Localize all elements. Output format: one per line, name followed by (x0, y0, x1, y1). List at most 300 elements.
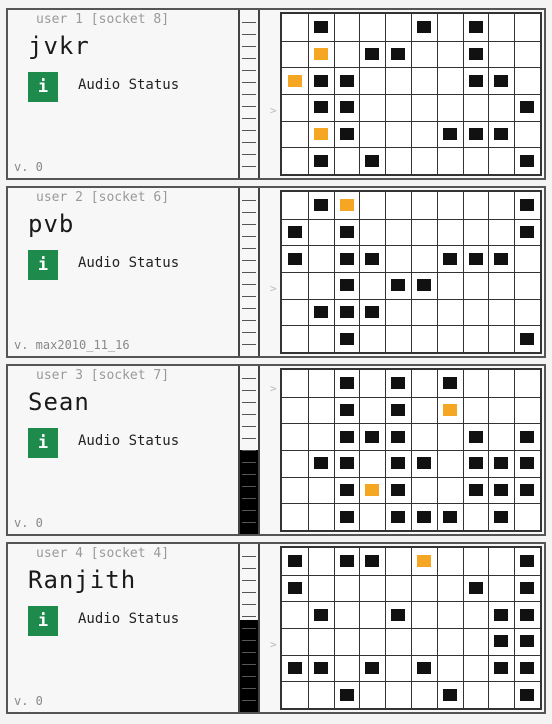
step-cell[interactable] (391, 21, 405, 33)
step-cell-on[interactable] (340, 555, 354, 567)
user-panel (6, 8, 546, 180)
meter-tick (242, 438, 256, 439)
step-cell[interactable] (443, 48, 457, 60)
step-cell[interactable] (469, 635, 483, 647)
meter-tick (242, 200, 256, 201)
step-cell[interactable] (443, 662, 457, 674)
step-cell[interactable] (391, 101, 405, 113)
step-cell[interactable] (365, 457, 379, 469)
step-cell-on[interactable] (340, 689, 354, 701)
step-cell[interactable] (494, 21, 508, 33)
step-cell-on[interactable] (340, 128, 354, 140)
step-cell[interactable] (288, 377, 302, 389)
step-cell-active[interactable] (365, 484, 379, 496)
step-cell[interactable] (417, 48, 431, 60)
step-cell[interactable] (520, 21, 534, 33)
step-cell[interactable] (391, 155, 405, 167)
step-cell-on[interactable] (391, 431, 405, 443)
step-cell[interactable] (494, 431, 508, 443)
step-cell[interactable] (443, 333, 457, 345)
step-cell-on[interactable] (365, 306, 379, 318)
step-cell-on[interactable] (340, 226, 354, 238)
step-cell-on[interactable] (520, 155, 534, 167)
step-cell-on[interactable] (443, 689, 457, 701)
step-cell[interactable] (469, 226, 483, 238)
meter-tick (242, 248, 256, 249)
grid-row-line (282, 655, 540, 656)
step-cell-on[interactable] (520, 431, 534, 443)
step-cell-on[interactable] (288, 253, 302, 265)
step-cell[interactable] (520, 75, 534, 87)
step-cell[interactable] (469, 155, 483, 167)
step-cell-on[interactable] (469, 582, 483, 594)
step-cell-on[interactable] (365, 555, 379, 567)
step-cell-on[interactable] (417, 279, 431, 291)
step-cell-on[interactable] (443, 511, 457, 523)
step-cell[interactable] (391, 582, 405, 594)
step-cell[interactable] (391, 689, 405, 701)
step-cell[interactable] (314, 635, 328, 647)
step-cell[interactable] (314, 404, 328, 416)
step-cell[interactable] (288, 609, 302, 621)
step-cell[interactable] (391, 333, 405, 345)
step-cell[interactable] (288, 155, 302, 167)
step-cell[interactable] (365, 199, 379, 211)
step-cell-on[interactable] (469, 457, 483, 469)
step-cell-on[interactable] (314, 662, 328, 674)
grid-row-line (282, 477, 540, 478)
step-cell[interactable] (391, 128, 405, 140)
step-cell-on[interactable] (340, 431, 354, 443)
meter-tick (242, 510, 256, 511)
meter-tick (242, 296, 256, 297)
grid-row-line (282, 397, 540, 398)
audio-status-icon[interactable]: i (28, 72, 58, 102)
step-cell[interactable] (520, 377, 534, 389)
step-cell[interactable] (443, 21, 457, 33)
step-cell[interactable] (365, 582, 379, 594)
step-cell[interactable] (340, 48, 354, 60)
step-cell-active[interactable] (417, 555, 431, 567)
step-cell-on[interactable] (365, 155, 379, 167)
step-cell-on[interactable] (314, 155, 328, 167)
step-cell-active[interactable] (443, 404, 457, 416)
step-cell-on[interactable] (494, 662, 508, 674)
step-cell[interactable] (288, 484, 302, 496)
step-cell-on[interactable] (391, 609, 405, 621)
step-cell[interactable] (469, 199, 483, 211)
step-cell[interactable] (469, 101, 483, 113)
step-cell-active[interactable] (340, 199, 354, 211)
audio-status-label: Audio Status (78, 77, 180, 93)
step-cell-on[interactable] (314, 609, 328, 621)
meter-tick (242, 462, 256, 463)
step-cell-on[interactable] (391, 48, 405, 60)
step-cell[interactable] (391, 75, 405, 87)
user-socket-label: user 2 [socket 6] (36, 190, 170, 205)
step-cell[interactable] (340, 21, 354, 33)
step-cell-on[interactable] (391, 511, 405, 523)
step-cell-on[interactable] (340, 484, 354, 496)
step-cell-on[interactable] (520, 484, 534, 496)
step-cell[interactable] (288, 306, 302, 318)
step-cell[interactable] (314, 253, 328, 265)
step-cell[interactable] (288, 279, 302, 291)
step-cell[interactable] (494, 377, 508, 389)
step-cell-on[interactable] (288, 662, 302, 674)
audio-status-label: Audio Status (78, 255, 180, 271)
step-cell[interactable] (494, 404, 508, 416)
user-panel (6, 186, 546, 358)
step-cell[interactable] (288, 635, 302, 647)
grid-row-line (282, 575, 540, 576)
user-name: Sean (28, 388, 90, 416)
step-cell[interactable] (494, 333, 508, 345)
step-cell-on[interactable] (391, 377, 405, 389)
step-cell-on[interactable] (365, 662, 379, 674)
step-cell[interactable] (391, 662, 405, 674)
step-cell-on[interactable] (469, 48, 483, 60)
step-cell[interactable] (288, 101, 302, 113)
step-cell[interactable] (365, 333, 379, 345)
step-cell-on[interactable] (520, 689, 534, 701)
step-cell[interactable] (443, 199, 457, 211)
meter-tick (242, 486, 256, 487)
step-cell-on[interactable] (314, 21, 328, 33)
step-cell[interactable] (288, 48, 302, 60)
step-cell[interactable] (365, 75, 379, 87)
meter-tick (242, 130, 256, 131)
step-cell-on[interactable] (340, 457, 354, 469)
audio-status-icon[interactable]: i (28, 428, 58, 458)
step-cell[interactable] (469, 306, 483, 318)
step-cell[interactable] (314, 431, 328, 443)
grid-row-line (282, 325, 540, 326)
step-cell[interactable] (288, 199, 302, 211)
meter-tick (242, 664, 256, 665)
step-cell-on[interactable] (494, 128, 508, 140)
step-cell[interactable] (288, 689, 302, 701)
step-cell[interactable] (443, 582, 457, 594)
user-name: jvkr (28, 32, 90, 60)
step-cell-on[interactable] (314, 306, 328, 318)
step-cell-on[interactable] (520, 635, 534, 647)
step-cell[interactable] (288, 457, 302, 469)
step-cell[interactable] (443, 635, 457, 647)
step-cell[interactable] (417, 226, 431, 238)
step-cell-on[interactable] (340, 101, 354, 113)
step-cell[interactable] (365, 128, 379, 140)
step-cell-on[interactable] (494, 75, 508, 87)
step-cell[interactable] (340, 582, 354, 594)
step-cell-on[interactable] (340, 253, 354, 265)
step-cell[interactable] (365, 377, 379, 389)
grid-row-line (282, 245, 540, 246)
step-cell[interactable] (417, 75, 431, 87)
step-cell-on[interactable] (340, 306, 354, 318)
audio-status-icon[interactable]: i (28, 606, 58, 636)
step-cell-on[interactable] (520, 662, 534, 674)
step-cell[interactable] (417, 635, 431, 647)
step-cell[interactable] (314, 377, 328, 389)
step-cell-on[interactable] (469, 75, 483, 87)
step-cell[interactable] (417, 333, 431, 345)
meter-tick (242, 166, 256, 167)
meter-tick (242, 616, 256, 617)
step-cell-on[interactable] (340, 333, 354, 345)
step-cell[interactable] (417, 155, 431, 167)
step-cell[interactable] (288, 333, 302, 345)
meter-tick (242, 142, 256, 143)
step-cell[interactable] (520, 48, 534, 60)
step-cell-on[interactable] (494, 609, 508, 621)
step-cell[interactable] (417, 484, 431, 496)
step-cell[interactable] (417, 199, 431, 211)
step-cell-on[interactable] (365, 431, 379, 443)
step-cell-on[interactable] (443, 128, 457, 140)
step-cell[interactable] (417, 431, 431, 443)
meter-tick (242, 106, 256, 107)
step-cell-on[interactable] (520, 609, 534, 621)
step-cell[interactable] (314, 484, 328, 496)
step-cell[interactable] (314, 226, 328, 238)
step-cell[interactable] (365, 101, 379, 113)
step-cell[interactable] (469, 404, 483, 416)
step-cell[interactable] (391, 253, 405, 265)
step-cell-on[interactable] (494, 635, 508, 647)
step-cell[interactable] (443, 484, 457, 496)
grid-row-line (282, 94, 540, 95)
step-cell[interactable] (469, 511, 483, 523)
step-grid (280, 368, 542, 532)
step-cell[interactable] (494, 306, 508, 318)
step-cell[interactable] (391, 306, 405, 318)
step-cell[interactable] (288, 431, 302, 443)
step-cell[interactable] (340, 155, 354, 167)
step-cell[interactable] (494, 155, 508, 167)
meter-tick (242, 402, 256, 403)
step-cell[interactable] (469, 609, 483, 621)
step-cell[interactable] (443, 226, 457, 238)
step-cell[interactable] (443, 279, 457, 291)
step-cell[interactable] (494, 689, 508, 701)
step-cell-on[interactable] (340, 377, 354, 389)
step-cell-on[interactable] (443, 253, 457, 265)
step-cell[interactable] (443, 306, 457, 318)
step-cell-on[interactable] (314, 101, 328, 113)
step-cell-on[interactable] (417, 21, 431, 33)
step-cell-active[interactable] (314, 128, 328, 140)
version-label: v. 0 (14, 694, 43, 708)
step-cell[interactable] (520, 404, 534, 416)
meter-tick (242, 70, 256, 71)
step-cell[interactable] (494, 199, 508, 211)
meter-tick (242, 568, 256, 569)
step-cell[interactable] (365, 511, 379, 523)
meter-tick (242, 688, 256, 689)
step-cell[interactable] (417, 306, 431, 318)
step-cell[interactable] (417, 689, 431, 701)
step-cell[interactable] (365, 404, 379, 416)
step-cell[interactable] (443, 555, 457, 567)
playhead-arrow-icon: > (270, 282, 277, 295)
step-cell[interactable] (314, 333, 328, 345)
step-cell[interactable] (469, 555, 483, 567)
step-cell[interactable] (520, 279, 534, 291)
step-cell[interactable] (443, 101, 457, 113)
step-cell[interactable] (469, 377, 483, 389)
step-cell[interactable] (288, 128, 302, 140)
step-cell[interactable] (494, 226, 508, 238)
step-cell[interactable] (443, 609, 457, 621)
step-cell-on[interactable] (288, 555, 302, 567)
step-cell[interactable] (288, 511, 302, 523)
step-cell-on[interactable] (340, 404, 354, 416)
step-cell[interactable] (365, 279, 379, 291)
step-cell[interactable] (314, 555, 328, 567)
step-cell[interactable] (365, 689, 379, 701)
step-cell[interactable] (469, 333, 483, 345)
step-cell-on[interactable] (314, 457, 328, 469)
step-cell[interactable] (417, 101, 431, 113)
step-cell[interactable] (391, 635, 405, 647)
step-cell-on[interactable] (417, 662, 431, 674)
step-cell[interactable] (391, 226, 405, 238)
step-cell-on[interactable] (288, 582, 302, 594)
step-cell-on[interactable] (391, 279, 405, 291)
meter-tick (242, 154, 256, 155)
step-cell-on[interactable] (520, 101, 534, 113)
step-cell-on[interactable] (314, 75, 328, 87)
step-cell[interactable] (417, 377, 431, 389)
step-cell-on[interactable] (469, 21, 483, 33)
step-cell-on[interactable] (520, 226, 534, 238)
step-cell[interactable] (340, 609, 354, 621)
grid-row-line (282, 147, 540, 148)
user-name: pvb (28, 210, 75, 238)
step-cell[interactable] (314, 279, 328, 291)
meter-tick (242, 652, 256, 653)
step-cell[interactable] (494, 48, 508, 60)
step-grid (280, 546, 542, 710)
step-cell[interactable] (520, 128, 534, 140)
step-cell[interactable] (288, 21, 302, 33)
step-cell-on[interactable] (340, 279, 354, 291)
step-cell[interactable] (520, 253, 534, 265)
step-cell[interactable] (469, 689, 483, 701)
playhead-arrow-icon: > (270, 104, 277, 117)
step-cell-on[interactable] (469, 128, 483, 140)
grid-row-line (282, 503, 540, 504)
grid-row-line (282, 41, 540, 42)
level-meter (240, 10, 260, 178)
step-cell[interactable] (417, 253, 431, 265)
audio-status-icon[interactable]: i (28, 250, 58, 280)
step-cell[interactable] (417, 582, 431, 594)
step-cell-on[interactable] (365, 253, 379, 265)
step-cell[interactable] (365, 635, 379, 647)
step-cell[interactable] (417, 128, 431, 140)
audio-status-label: Audio Status (78, 433, 180, 449)
step-cell-on[interactable] (443, 377, 457, 389)
step-cell[interactable] (520, 511, 534, 523)
grid-row-line (282, 450, 540, 451)
step-cell[interactable] (417, 609, 431, 621)
meter-tick (242, 272, 256, 273)
step-cell-on[interactable] (520, 582, 534, 594)
meter-tick (242, 344, 256, 345)
user-info (8, 10, 240, 178)
meter-tick (242, 604, 256, 605)
step-cell[interactable] (365, 609, 379, 621)
step-cell-active[interactable] (288, 75, 302, 87)
step-cell-on[interactable] (391, 404, 405, 416)
step-cell-on[interactable] (494, 511, 508, 523)
step-cell[interactable] (443, 75, 457, 87)
step-cell[interactable] (391, 555, 405, 567)
step-cell[interactable] (494, 279, 508, 291)
step-cell-on[interactable] (520, 457, 534, 469)
step-cell[interactable] (340, 662, 354, 674)
meter-tick (242, 414, 256, 415)
step-cell[interactable] (365, 21, 379, 33)
step-cell-on[interactable] (391, 457, 405, 469)
step-cell[interactable] (391, 199, 405, 211)
step-cell-on[interactable] (340, 75, 354, 87)
step-cell-on[interactable] (494, 484, 508, 496)
step-cell-on[interactable] (391, 484, 405, 496)
step-cell[interactable] (520, 306, 534, 318)
step-cell-on[interactable] (417, 457, 431, 469)
meter-tick (242, 580, 256, 581)
step-cell[interactable] (417, 404, 431, 416)
step-cell[interactable] (314, 689, 328, 701)
step-cell[interactable] (314, 582, 328, 594)
step-cell-active[interactable] (314, 48, 328, 60)
step-cell-on[interactable] (494, 457, 508, 469)
step-cell-on[interactable] (520, 199, 534, 211)
meter-tick (242, 94, 256, 95)
step-cell[interactable] (469, 279, 483, 291)
step-cell-on[interactable] (520, 555, 534, 567)
step-cell-on[interactable] (469, 253, 483, 265)
step-cell[interactable] (443, 457, 457, 469)
user-info (8, 366, 240, 534)
step-cell[interactable] (494, 101, 508, 113)
meter-tick (242, 82, 256, 83)
step-cell-on[interactable] (314, 199, 328, 211)
level-meter (240, 366, 260, 534)
step-cell-on[interactable] (494, 253, 508, 265)
step-cell[interactable] (365, 226, 379, 238)
step-cell-on[interactable] (520, 333, 534, 345)
step-cell[interactable] (494, 582, 508, 594)
step-cell-on[interactable] (417, 511, 431, 523)
step-cell[interactable] (469, 662, 483, 674)
level-meter-fill (240, 620, 258, 712)
step-cell-on[interactable] (469, 484, 483, 496)
step-cell[interactable] (443, 431, 457, 443)
step-cell[interactable] (340, 635, 354, 647)
step-cell[interactable] (314, 511, 328, 523)
step-cell-on[interactable] (469, 431, 483, 443)
step-cell-on[interactable] (340, 511, 354, 523)
step-cell[interactable] (288, 404, 302, 416)
step-cell-on[interactable] (365, 48, 379, 60)
step-cell[interactable] (494, 555, 508, 567)
step-cell-on[interactable] (288, 226, 302, 238)
step-cell[interactable] (443, 155, 457, 167)
